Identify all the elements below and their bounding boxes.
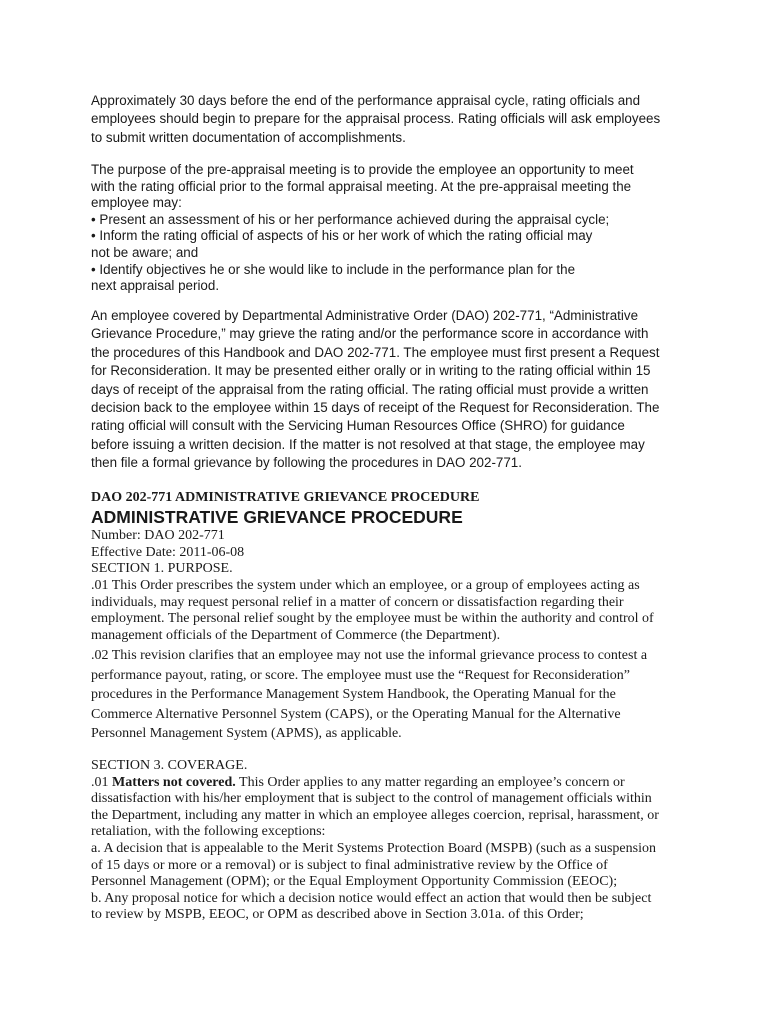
text-line: rating official will consult with the Servicing Human Resources Office (SHRO) for guidance	[91, 418, 625, 434]
text-line: Personnel Management (OPM); or the Equal Employment Opportunity Commission (EEOC);	[91, 874, 618, 890]
text-line: Commerce Alternative Personnel System (CAPS), or the Operating Manual for the Alternative	[91, 706, 621, 722]
text-line: performance payout, rating, or score. The employee must use the “Request for Reconsideration”	[91, 667, 630, 683]
clause-number: .01	[91, 774, 112, 790]
text-line: the Department, including any matter in which an employee alleges coercion, reprisal, harassment, or	[91, 807, 659, 823]
text-line: dissatisfaction with his/her employment that is subject to the control of management officials within	[91, 791, 652, 807]
text-line: An employee covered by Departmental Administrative Order (DAO) 202-771, “Administrative	[91, 308, 639, 323]
document-heading	[91, 489, 691, 527]
text-line: days of receipt of the appraisal from the rating official. The rating official must provide a written	[91, 381, 649, 397]
list-item: a. A decision that is appealable to the Merit Systems Protection Board (MSPB) (such as a suspension	[91, 840, 656, 856]
section-3	[91, 758, 691, 924]
text-line	[91, 775, 691, 792]
text-line: Grievance Procedure,” may grieve the rating and/or the performance score in accordance with	[91, 326, 649, 342]
text-line: employees should begin to prepare for the appraisal process. Rating officials will ask employees	[91, 111, 661, 127]
clause-text: This Order applies to any matter regarding an employee’s concern or	[235, 774, 625, 790]
text-line: then file a formal grievance by following the procedures in DAO 202-771.	[91, 455, 522, 471]
text-line: employee may:	[91, 195, 182, 211]
text-line: not be aware; and	[91, 244, 199, 260]
paragraph-preparation	[91, 92, 691, 147]
list-item: b. Any proposal notice for which a decision notice would effect an action that would then be subject	[91, 890, 652, 906]
text-line: the procedures of this Handbook and DAO 202-771. The employee must first present a Request	[91, 344, 660, 360]
text-line: Approximately 30 days before the end of the performance appraisal cycle, rating officials and	[91, 93, 641, 108]
bullet-item: • Inform the rating official of aspects of his or her work of which the rating official may	[91, 228, 593, 244]
text-line: employment. The personal relief sought by the employee must be within the authority and control of	[91, 611, 654, 627]
text-line: procedures in the Performance Management System Handbook, the Operating Manual for the	[91, 687, 616, 702]
order-metadata	[91, 528, 691, 578]
text-line: retaliation, with the following exceptions:	[91, 824, 326, 840]
text-line: to submit written documentation of accomplishments.	[91, 129, 406, 145]
text-line: management officials of the Department of Commerce (the Department).	[91, 627, 501, 643]
text-line: to review by MSPB, EEOC, or OPM as described above in Section 3.01a. of this Order;	[91, 907, 584, 923]
section-heading: SECTION 1. PURPOSE.	[91, 561, 233, 577]
section-heading: SECTION 3. COVERAGE.	[91, 758, 248, 773]
text-line: .01 This Order prescribes the system under which an employee, or a group of employees acting as	[91, 578, 640, 593]
text-line: next appraisal period.	[91, 278, 220, 294]
paragraph-grievance-rating	[91, 307, 691, 473]
effective-date: Effective Date: 2011-06-08	[91, 544, 245, 560]
section-1-paragraph-02	[91, 646, 691, 744]
text-line: individuals, may request personal relief in a matter of concern or dissatisfaction regarding their	[91, 594, 624, 610]
heading-small: DAO 202-771 ADMINISTRATIVE GRIEVANCE PROCEDURE	[91, 490, 480, 505]
text-line: with the rating official prior to the formal appraisal meeting. At the pre-appraisal meeting the	[91, 178, 632, 194]
order-number: Number: DAO 202-771	[91, 528, 225, 543]
text-line: .02 This revision clarifies that an employee may not use the informal grievance process to contest a	[91, 648, 648, 663]
text-line: for Reconsideration. It may be presented either orally or in writing to the rating official within 15	[91, 363, 651, 379]
section-1-paragraph-01	[91, 578, 691, 644]
text-line: of 15 days or more or a removal) or is subject to final administrative review by the Office of	[91, 857, 608, 873]
text-line: The purpose of the pre-appraisal meeting is to provide the employee an opportunity to meet	[91, 162, 634, 177]
text-line: decision back to the employee within 15 days of receipt of the Request for Reconsideration. The	[91, 400, 660, 416]
bullet-item: • Present an assessment of his or her performance achieved during the appraisal cycle;	[91, 211, 610, 227]
paragraph-pre-appraisal	[91, 162, 691, 295]
text-line: before issuing a written decision. If the matter is not resolved at that stage, the employee may	[91, 436, 645, 452]
text-line: Personnel Management System (APMS), as applicable.	[91, 726, 402, 741]
bullet-item: • Identify objectives he or she would like to include in the performance plan for the	[91, 261, 576, 277]
clause-title: Matters not covered.	[112, 774, 236, 790]
heading-large: ADMINISTRATIVE GRIEVANCE PROCEDURE	[91, 507, 463, 527]
